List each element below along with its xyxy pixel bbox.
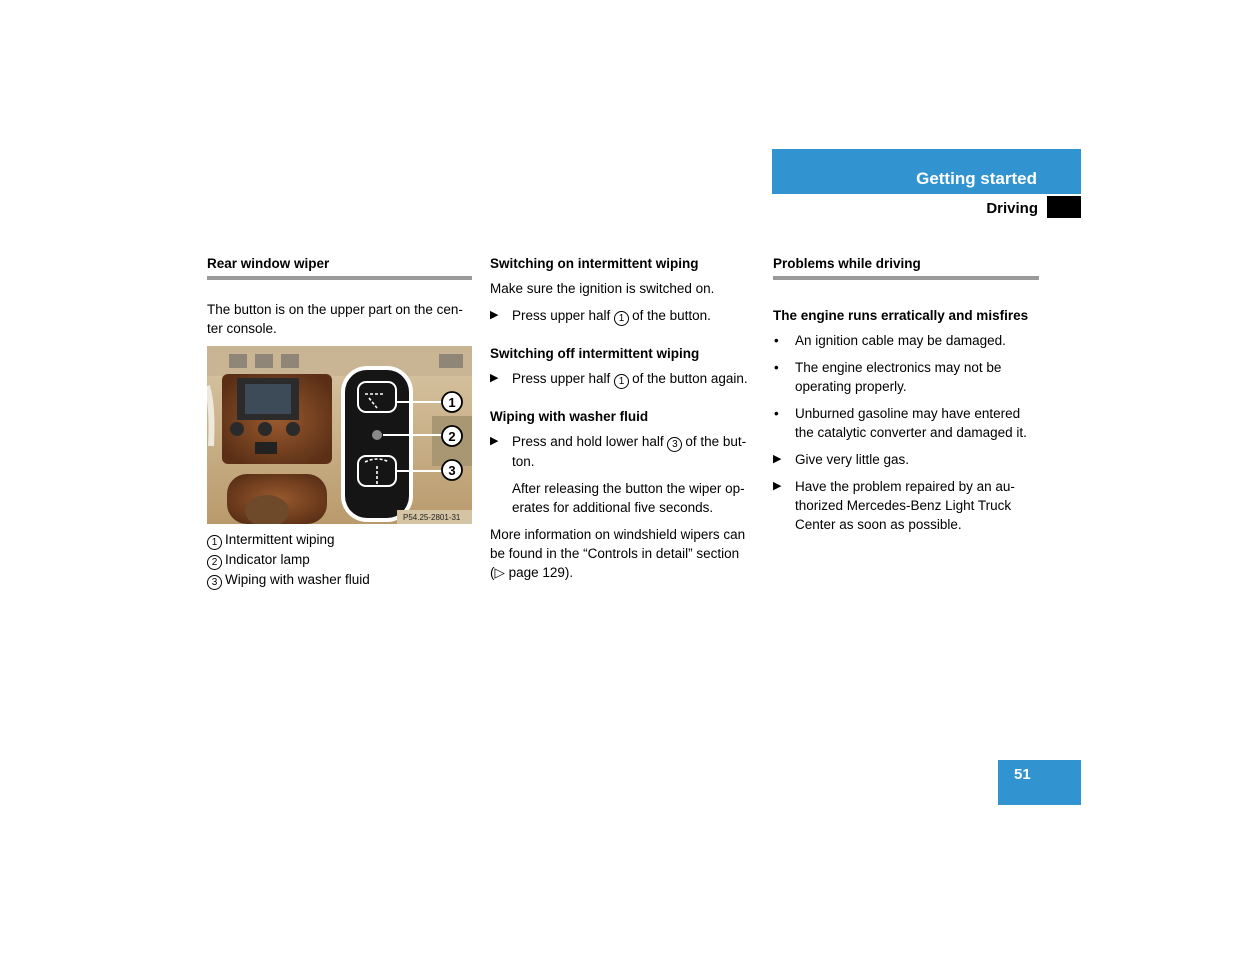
- heading-problems-while-driving: Problems while driving: [773, 254, 1039, 280]
- intro-text: The button is on the upper part on the cen-ter console.: [207, 302, 463, 336]
- svg-text:2: 2: [448, 429, 456, 444]
- cause-item: • The engine electronics may not be operating properly.: [774, 360, 1002, 394]
- bullet-icon: •: [774, 406, 779, 421]
- wiper-switch-figure: [207, 346, 472, 524]
- legend-item-3: 3 Wiping with washer fluid: [207, 570, 472, 590]
- arrow-icon: ▶: [773, 453, 782, 465]
- arrow-icon: ▶: [490, 372, 499, 384]
- column-wiping: [490, 254, 756, 590]
- figure-code: P54.25-2801-31: [403, 513, 461, 522]
- callout-3: [442, 460, 462, 480]
- header-bar: [772, 149, 1081, 194]
- arrow-icon: ▶: [490, 435, 499, 447]
- callout-1: [442, 392, 462, 412]
- action-item: ▶ Have the problem repaired by an au-thorized Mercedes-Benz Light Truck Center as soon as possible.: [773, 479, 1015, 532]
- cause-item: • An ignition cable may be damaged.: [774, 333, 1006, 348]
- arrow-icon: ▶: [773, 480, 782, 492]
- step-switch-off: ▶ Press upper half 1 of the button again.: [490, 371, 748, 387]
- legend-item-1: 1 Intermittent wiping: [207, 530, 472, 550]
- console-photo-illustration: [207, 346, 472, 524]
- step-washer-fluid: ▶ Press and hold lower half 3 of the but-ton.: [490, 434, 747, 469]
- bullet-icon: •: [774, 333, 779, 348]
- heading-switching-off: Switching off intermittent wiping: [490, 346, 700, 361]
- page-number: 51: [1014, 766, 1031, 783]
- subsection-marker: [1047, 196, 1081, 218]
- section-title: Getting started: [916, 169, 1037, 188]
- bullet-icon: •: [774, 360, 779, 375]
- heading-rear-window-wiper: Rear window wiper: [207, 254, 472, 280]
- legend-item-2: 2 Indicator lamp: [207, 550, 472, 570]
- column-rear-wiper: [207, 254, 472, 590]
- heading-engine-misfires: The engine runs erratically and misfires: [773, 308, 1029, 323]
- arrow-icon: ▶: [490, 309, 499, 321]
- page-number-box: [998, 760, 1081, 805]
- action-item: ▶ Give very little gas.: [773, 452, 910, 467]
- svg-text:1: 1: [448, 395, 456, 410]
- svg-text:3: 3: [448, 463, 456, 478]
- column-problems: [773, 254, 1039, 542]
- callout-2: [442, 426, 462, 446]
- heading-switching-on: Switching on intermittent wiping: [490, 256, 699, 271]
- ignition-note: Make sure the ignition is switched on.: [490, 281, 715, 296]
- heading-washer-fluid: Wiping with washer fluid: [490, 409, 649, 424]
- more-information: More information on windshield wipers can be found in the “Controls in detail” section (▷ page 129).: [490, 527, 746, 580]
- subsection-title: Driving: [986, 200, 1038, 217]
- cause-item: • Unburned gasoline may have entered the catalytic converter and damaged it.: [774, 406, 1027, 440]
- step-switch-on: ▶ Press upper half 1 of the button.: [490, 308, 711, 324]
- after-release-note: After releasing the button the wiper op-erates for additional five seconds.: [512, 481, 745, 515]
